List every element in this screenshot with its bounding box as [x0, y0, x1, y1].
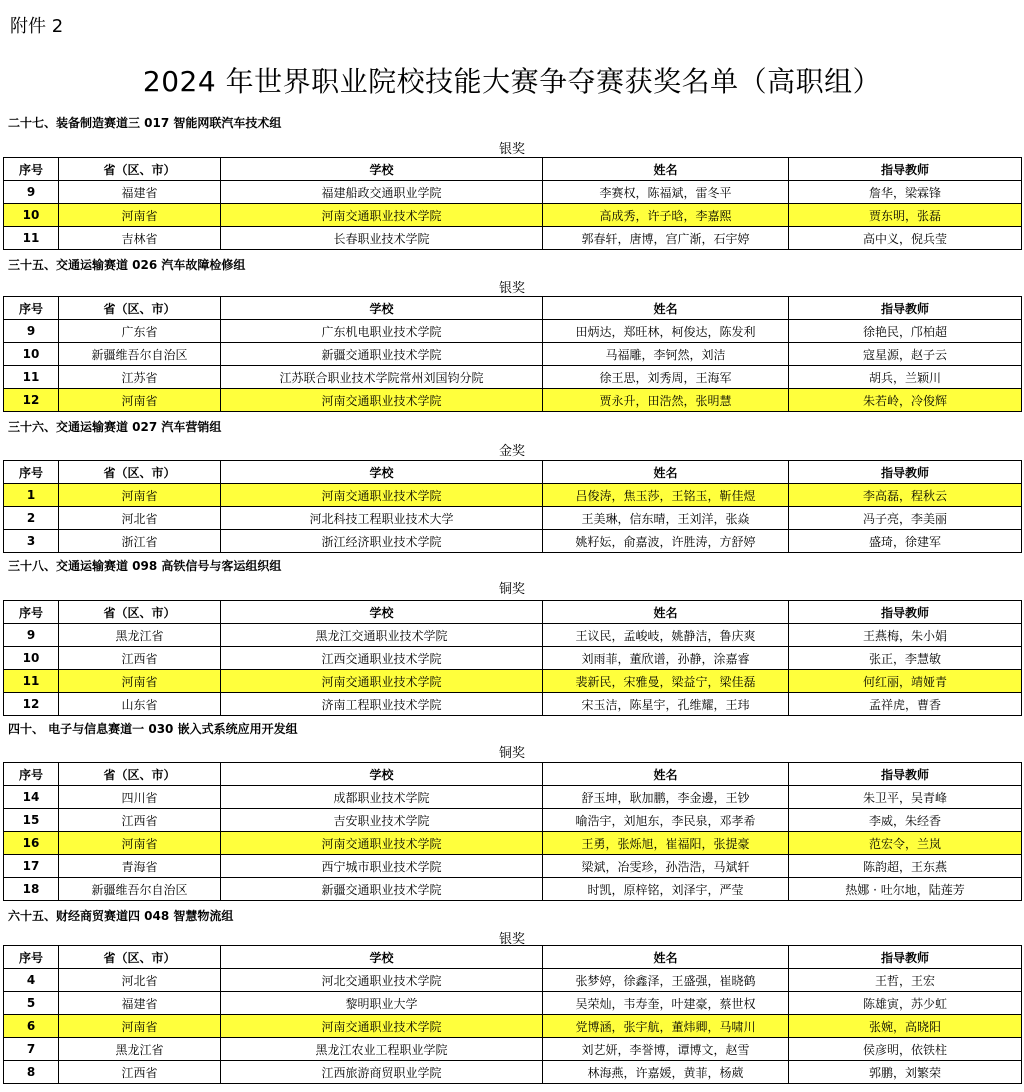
cell-school: 长春职业技术学院: [221, 227, 543, 250]
award-table: [3, 762, 1022, 901]
table-row: [4, 530, 1022, 553]
award-level: 铜奖: [498, 582, 525, 597]
cell-names: 时凯，原梓铭，刘泽宇，严莹: [543, 878, 789, 901]
column-header: 指导教师: [789, 158, 1022, 181]
cell-school: 西宁城市职业技术学院: [221, 855, 543, 878]
cell-names: 党博涵，张宇航，董炜卿，马啸川: [543, 1015, 789, 1038]
cell-school: 江西旅游商贸职业学院: [221, 1061, 543, 1084]
cell-names: 喻浩宇，刘旭东，李民泉，邓孝希: [543, 809, 789, 832]
cell-province: 河南省: [59, 832, 221, 855]
cell-names: 姚籽妘，俞嘉波，许胜涛，方舒婷: [543, 530, 789, 553]
section-title: 三十五、交通运输赛道 026 汽车故障检修组: [8, 258, 246, 272]
cell-names: 王美琳，信东晴，王刘洋，张焱: [543, 507, 789, 530]
cell-province: 河北省: [59, 969, 221, 992]
cell-teachers: 范宏令，兰岚: [789, 832, 1022, 855]
cell-names: 高成秀，许子晗，李嘉熙: [543, 204, 789, 227]
cell-no: 6: [4, 1015, 59, 1038]
cell-teachers: 徐艳民，邝柏超: [789, 320, 1022, 343]
cell-names: 张梦婷，徐鑫泽，王盛强，崔晓鹤: [543, 969, 789, 992]
cell-names: 梁斌，冶雯珍，孙浩浩，马斌轩: [543, 855, 789, 878]
column-header: 姓名: [543, 601, 789, 624]
cell-names: 刘艺妍，李誉博，谭博文，赵雪: [543, 1038, 789, 1061]
cell-school: 吉安职业技术学院: [221, 809, 543, 832]
column-header: 序号: [4, 763, 59, 786]
table-row: [4, 181, 1022, 204]
cell-teachers: 张正，李慧敏: [789, 647, 1022, 670]
cell-names: 郭春轩，唐博，宫广渐，石宇婷: [543, 227, 789, 250]
table-row: [4, 1061, 1022, 1084]
cell-teachers: 郭鹏，刘繁荣: [789, 1061, 1022, 1084]
section-title: 三十八、交通运输赛道 098 高铁信号与客运组织组: [8, 559, 282, 573]
cell-teachers: 胡兵，兰颖川: [789, 366, 1022, 389]
section-title: 三十六、交通运输赛道 027 汽车营销组: [8, 420, 222, 434]
cell-no: 10: [4, 647, 59, 670]
cell-no: 7: [4, 1038, 59, 1061]
cell-no: 9: [4, 181, 59, 204]
cell-school: 河北交通职业技术学院: [221, 969, 543, 992]
cell-province: 河南省: [59, 484, 221, 507]
highlighted-table-row: [4, 832, 1022, 855]
cell-province: 青海省: [59, 855, 221, 878]
cell-teachers: 何红丽，靖娅青: [789, 670, 1022, 693]
column-header: 姓名: [543, 297, 789, 320]
cell-teachers: 陈雄寅，苏少虹: [789, 992, 1022, 1015]
column-header: 指导教师: [789, 946, 1022, 969]
highlighted-table-row: [4, 1015, 1022, 1038]
cell-school: 济南工程职业技术学院: [221, 693, 543, 716]
cell-no: 3: [4, 530, 59, 553]
highlighted-table-row: [4, 484, 1022, 507]
table-row: [4, 992, 1022, 1015]
cell-names: 裴新民，宋雅曼，梁益宁，梁佳磊: [543, 670, 789, 693]
cell-teachers: 陈韵超，王东燕: [789, 855, 1022, 878]
column-header: 姓名: [543, 461, 789, 484]
cell-teachers: 王哲，王宏: [789, 969, 1022, 992]
column-header: 指导教师: [789, 601, 1022, 624]
award-level: 金奖: [498, 444, 525, 459]
cell-school: 河南交通职业技术学院: [221, 1015, 543, 1038]
cell-teachers: 寇星源，赵子云: [789, 343, 1022, 366]
column-header: 指导教师: [789, 763, 1022, 786]
highlighted-table-row: [4, 389, 1022, 412]
cell-province: 福建省: [59, 992, 221, 1015]
cell-names: 舒玉坤，耿加鹏，李金邊，王钞: [543, 786, 789, 809]
award-table: [3, 460, 1022, 553]
cell-teachers: 王燕梅，朱小娟: [789, 624, 1022, 647]
attachment-label: 附件 2: [10, 16, 64, 37]
cell-teachers: 朱若岭，冷俊辉: [789, 389, 1022, 412]
award-table: [3, 600, 1022, 716]
table-row: [4, 878, 1022, 901]
column-header: 姓名: [543, 763, 789, 786]
cell-school: 黑龙江农业工程职业学院: [221, 1038, 543, 1061]
cell-province: 河南省: [59, 670, 221, 693]
cell-no: 2: [4, 507, 59, 530]
table-header-row: [4, 601, 1022, 624]
cell-school: 浙江经济职业技术学院: [221, 530, 543, 553]
cell-no: 1: [4, 484, 59, 507]
table-header-row: [4, 158, 1022, 181]
highlighted-table-row: [4, 670, 1022, 693]
cell-no: 11: [4, 227, 59, 250]
column-header: 序号: [4, 461, 59, 484]
cell-school: 新疆交通职业技术学院: [221, 878, 543, 901]
column-header: 学校: [221, 297, 543, 320]
cell-names: 吴荣灿，韦寿奎，叶建豪，蔡世权: [543, 992, 789, 1015]
cell-teachers: 孟祥虎，曹香: [789, 693, 1022, 716]
cell-school: 河南交通职业技术学院: [221, 832, 543, 855]
column-header: 省（区、市）: [59, 763, 221, 786]
cell-names: 田炳达，郑旺林，柯俊达，陈发利: [543, 320, 789, 343]
cell-no: 12: [4, 389, 59, 412]
table-row: [4, 809, 1022, 832]
table-row: [4, 366, 1022, 389]
award-level: 银奖: [498, 932, 525, 947]
cell-no: 14: [4, 786, 59, 809]
table-row: [4, 969, 1022, 992]
cell-no: 12: [4, 693, 59, 716]
cell-teachers: 冯子亮，李美丽: [789, 507, 1022, 530]
cell-names: 王勇，张烁旭，崔福阳，张提豪: [543, 832, 789, 855]
cell-teachers: 詹华，梁霖锋: [789, 181, 1022, 204]
cell-no: 5: [4, 992, 59, 1015]
column-header: 省（区、市）: [59, 158, 221, 181]
cell-province: 江苏省: [59, 366, 221, 389]
cell-teachers: 高中义，倪兵莹: [789, 227, 1022, 250]
cell-province: 新疆维吾尔自治区: [59, 878, 221, 901]
column-header: 省（区、市）: [59, 601, 221, 624]
cell-school: 河南交通职业技术学院: [221, 204, 543, 227]
cell-no: 4: [4, 969, 59, 992]
table-header-row: [4, 763, 1022, 786]
table-header-row: [4, 946, 1022, 969]
column-header: 学校: [221, 461, 543, 484]
cell-teachers: 张婉，高晓阳: [789, 1015, 1022, 1038]
cell-province: 江西省: [59, 1061, 221, 1084]
cell-no: 18: [4, 878, 59, 901]
column-header: 序号: [4, 946, 59, 969]
cell-school: 黑龙江交通职业技术学院: [221, 624, 543, 647]
cell-no: 10: [4, 343, 59, 366]
column-header: 省（区、市）: [59, 946, 221, 969]
cell-school: 成都职业技术学院: [221, 786, 543, 809]
cell-no: 11: [4, 670, 59, 693]
cell-province: 河南省: [59, 204, 221, 227]
column-header: 学校: [221, 601, 543, 624]
cell-no: 11: [4, 366, 59, 389]
section-title: 二十七、装备制造赛道三 017 智能网联汽车技术组: [8, 116, 282, 130]
column-header: 学校: [221, 763, 543, 786]
page-title: 2024 年世界职业院校技能大赛争夺赛获奖名单（高职组）: [142, 65, 882, 98]
cell-province: 江西省: [59, 809, 221, 832]
cell-no: 9: [4, 624, 59, 647]
cell-names: 吕俊涛，焦玉莎，王铭玉，靳佳煜: [543, 484, 789, 507]
table-row: [4, 786, 1022, 809]
cell-teachers: 朱卫平，吴青峰: [789, 786, 1022, 809]
table-row: [4, 227, 1022, 250]
cell-province: 广东省: [59, 320, 221, 343]
cell-school: 黎明职业大学: [221, 992, 543, 1015]
award-level: 铜奖: [498, 746, 525, 761]
cell-names: 马福雕，李钶然，刘洁: [543, 343, 789, 366]
table-row: [4, 693, 1022, 716]
column-header: 学校: [221, 158, 543, 181]
cell-teachers: 盛琦，徐建军: [789, 530, 1022, 553]
cell-school: 福建船政交通职业学院: [221, 181, 543, 204]
award-table: [3, 157, 1022, 250]
cell-teachers: 热娜 · 吐尔地，陆莲芳: [789, 878, 1022, 901]
table-row: [4, 507, 1022, 530]
cell-province: 吉林省: [59, 227, 221, 250]
column-header: 序号: [4, 601, 59, 624]
cell-province: 黑龙江省: [59, 1038, 221, 1061]
column-header: 姓名: [543, 946, 789, 969]
cell-province: 黑龙江省: [59, 624, 221, 647]
cell-no: 8: [4, 1061, 59, 1084]
cell-names: 贾永升，田浩然，张明慧: [543, 389, 789, 412]
cell-school: 河南交通职业技术学院: [221, 484, 543, 507]
cell-teachers: 李威，朱经香: [789, 809, 1022, 832]
cell-no: 15: [4, 809, 59, 832]
cell-school: 河南交通职业技术学院: [221, 670, 543, 693]
table-row: [4, 1038, 1022, 1061]
table-header-row: [4, 297, 1022, 320]
cell-names: 徐王思，刘秀周，王海军: [543, 366, 789, 389]
cell-school: 江西交通职业技术学院: [221, 647, 543, 670]
cell-teachers: 侯彦明，依铁柱: [789, 1038, 1022, 1061]
section-title: 四十、 电子与信息赛道一 030 嵌入式系统应用开发组: [8, 722, 298, 736]
column-header: 省（区、市）: [59, 297, 221, 320]
table-row: [4, 320, 1022, 343]
cell-teachers: 贾东明，张磊: [789, 204, 1022, 227]
table-row: [4, 343, 1022, 366]
cell-province: 江西省: [59, 647, 221, 670]
cell-school: 河北科技工程职业技术大学: [221, 507, 543, 530]
cell-province: 四川省: [59, 786, 221, 809]
table-row: [4, 855, 1022, 878]
table-row: [4, 624, 1022, 647]
cell-names: 王议民，孟峻岐，姚静洁，鲁庆爽: [543, 624, 789, 647]
cell-no: 17: [4, 855, 59, 878]
award-level: 银奖: [498, 281, 525, 296]
column-header: 学校: [221, 946, 543, 969]
section-title: 六十五、财经商贸赛道四 048 智慧物流组: [8, 909, 234, 923]
column-header: 序号: [4, 158, 59, 181]
cell-names: 宋玉洁，陈星宇，孔维耀，王玮: [543, 693, 789, 716]
cell-names: 李赛权，陈福斌，雷冬平: [543, 181, 789, 204]
cell-province: 新疆维吾尔自治区: [59, 343, 221, 366]
award-table: [3, 945, 1022, 1084]
cell-province: 河北省: [59, 507, 221, 530]
column-header: 省（区、市）: [59, 461, 221, 484]
cell-province: 浙江省: [59, 530, 221, 553]
cell-no: 10: [4, 204, 59, 227]
cell-province: 山东省: [59, 693, 221, 716]
highlighted-table-row: [4, 204, 1022, 227]
cell-school: 广东机电职业技术学院: [221, 320, 543, 343]
column-header: 指导教师: [789, 461, 1022, 484]
table-header-row: [4, 461, 1022, 484]
award-table: [3, 296, 1022, 412]
cell-school: 新疆交通职业技术学院: [221, 343, 543, 366]
cell-province: 河南省: [59, 1015, 221, 1038]
cell-province: 福建省: [59, 181, 221, 204]
column-header: 姓名: [543, 158, 789, 181]
cell-teachers: 李高磊，程秋云: [789, 484, 1022, 507]
cell-no: 9: [4, 320, 59, 343]
cell-no: 16: [4, 832, 59, 855]
cell-province: 河南省: [59, 389, 221, 412]
column-header: 序号: [4, 297, 59, 320]
table-row: [4, 647, 1022, 670]
cell-school: 江苏联合职业技术学院常州刘国钧分院: [221, 366, 543, 389]
cell-names: 林海燕，许嘉媛，黄菲，杨葳: [543, 1061, 789, 1084]
award-level: 银奖: [498, 142, 525, 157]
column-header: 指导教师: [789, 297, 1022, 320]
cell-names: 刘雨菲，董欣谱，孙静，涂嘉睿: [543, 647, 789, 670]
cell-school: 河南交通职业技术学院: [221, 389, 543, 412]
